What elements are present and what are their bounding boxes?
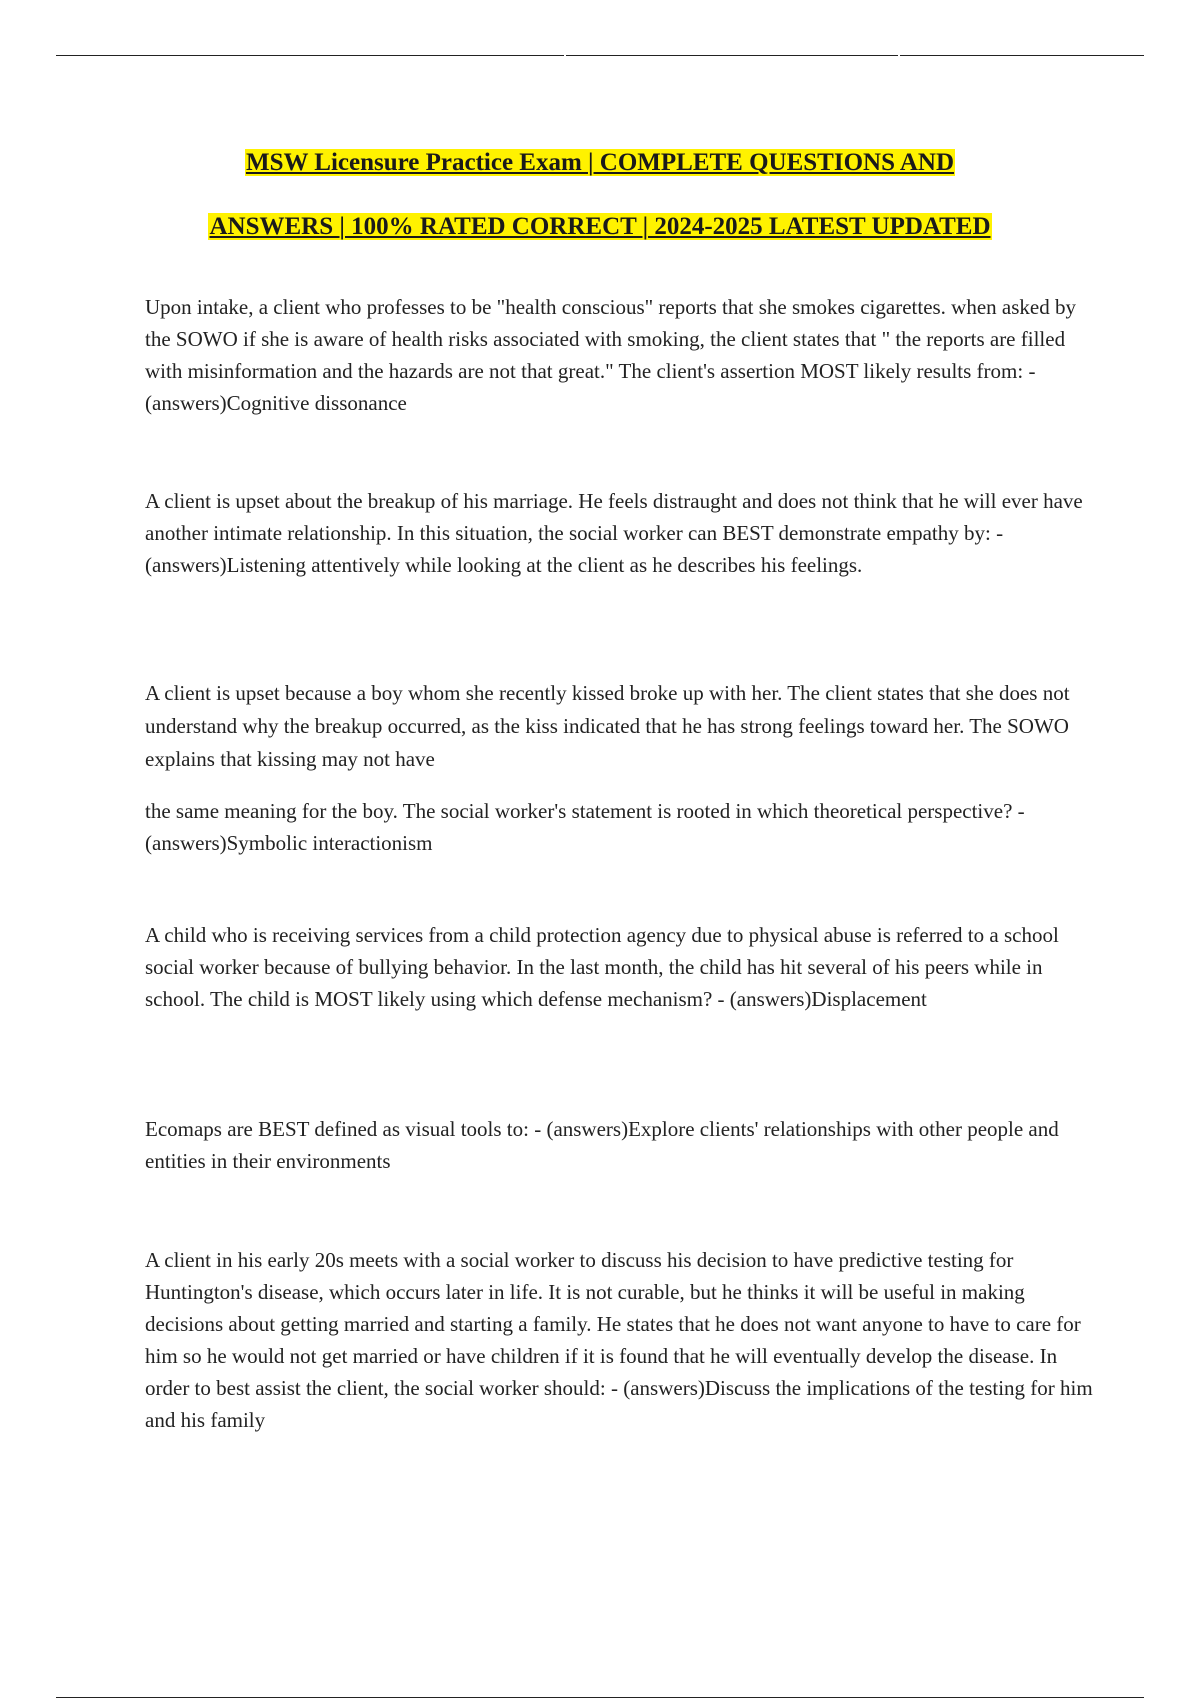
question-answer-6: A client in his early 20s meets with a social worker to discuss his decision to have predictive testing for Huntington's disease, which occurs later in life. It is not curable, but he thinks it will be useful in making decisions about getting married and starting a family. He states that he does not want anyone to have to care for him so he would not get married or have children if it is found that he will eventually develop the disease. In order to best assist the client, the social worker should: - (answers)Discuss the implications of the testing for him and his family <box>145 1248 1093 1432</box>
question-answer-1: Upon intake, a client who professes to be "health conscious" reports that she smokes cigarettes. when asked by the SOWO if she is aware of health risks associated with smoking, the client states that " the reports are filled with misinformation and the hazards are not that great." The client's assertion MOST likely results from: - (answers)Cognitive dissonance <box>145 295 1076 415</box>
document-title-line-1 <box>56 148 1144 178</box>
title-highlight-2: ANSWERS | 100% RATED CORRECT | 2024-2025 LATEST UPDATED <box>209 213 991 240</box>
footer-rule <box>56 1697 1144 1698</box>
question-answer-2: A client is upset about the breakup of his marriage. He feels distraught and does not think that he will ever have another intimate relationship. In this situation, the social worker can BEST demonstrate empathy by: - (answers)Listening attentively while looking at the client as he describes his feelings. <box>145 489 1083 577</box>
question-answer-4: A child who is receiving services from a child protection agency due to physical abuse is referred to a school social worker because of bullying behavior. In the last month, the child has hit several of his peers while in school. The child is MOST likely using which defense mechanism? - (answers)Displacement <box>145 923 1059 1011</box>
document-title-line-2 <box>56 212 1144 242</box>
question-answer-5: Ecomaps are BEST defined as visual tools to: - (answers)Explore clients' relationships with other people and entities in their environments <box>145 1117 1059 1173</box>
title-highlight-1: MSW Licensure Practice Exam | COMPLETE QUESTIONS AND <box>245 149 955 176</box>
header-rule <box>56 55 1144 56</box>
question-answer-3-continuation: the same meaning for the boy. The social worker's statement is rooted in which theoretical perspective? - (answers)Symbolic interactionism <box>145 799 1025 855</box>
question-answer-3: A client is upset because a boy whom she recently kissed broke up with her. The client states that she does not understand why the breakup occurred, as the kiss indicated that he has strong feelings toward her. The SOWO explains that kissing may not have <box>145 681 1070 771</box>
